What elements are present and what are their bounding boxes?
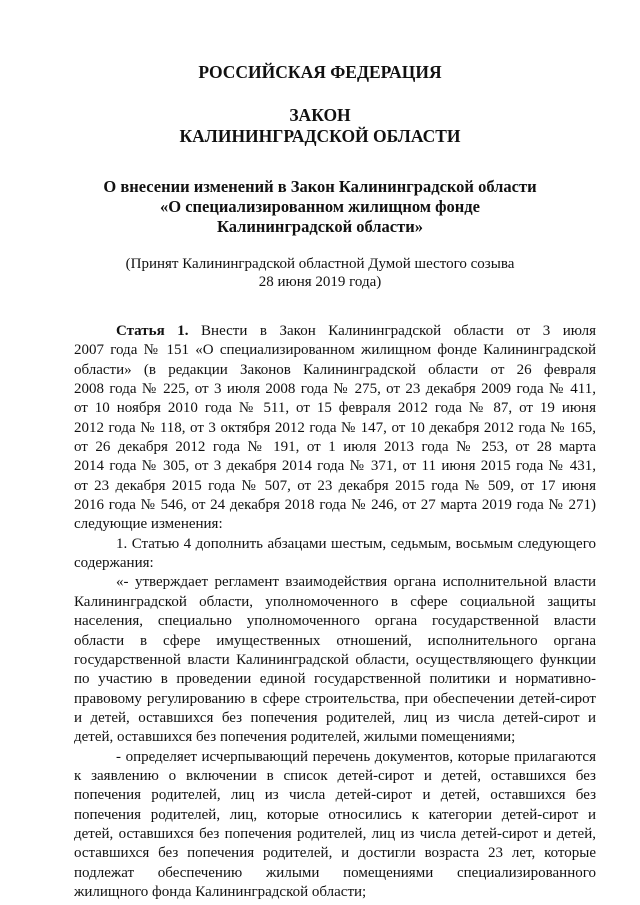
article-line: следующие изменения: <box>74 516 223 533</box>
subject-line-3: Калининградской области» <box>217 217 423 236</box>
paragraph-a-line: Калининградской области, уполномоченного в сфере социальной защиты <box>74 593 596 610</box>
law-body <box>74 322 596 902</box>
paragraph-a-line: правовому регулированию в сфере строительства, при обеспечении детей-сирот <box>74 690 596 707</box>
paragraph-b-line: жилищного фонда Калининградской области; <box>74 883 367 900</box>
item-1-line: содержания: <box>74 555 154 572</box>
paragraph-b-line: - определяет исчерпывающий перечень документов, которые прилагаются <box>116 748 596 765</box>
paragraph-b-line: подлежат обеспечению жилыми помещениями специализированного <box>74 864 596 881</box>
paragraph-b-line: оставшихся без попечения родителей, и достигли возраста 23 лет, которые <box>74 845 596 862</box>
paragraph-b-line: детей, оставшихся без попечения родителей, лиц из числа детей-сирот и детей, <box>74 825 596 842</box>
law-title-line-1: ЗАКОН <box>289 105 351 125</box>
paragraph-a-line: государственной власти Калининградской области, осуществляющего функции <box>74 651 596 668</box>
adoption-note <box>0 255 640 291</box>
adoption-line-1: (Принят Калининградской областной Думой шестого созыва <box>125 256 515 272</box>
article-line: от 23 декабря 2015 года № 507, от 23 декабря 2015 года № 509, от 17 июня <box>74 477 596 494</box>
country-heading: РОССИЙСКАЯ ФЕДЕРАЦИЯ <box>198 62 442 82</box>
article-line: области» (в редакции Законов Калининградской области от 26 февраля <box>74 361 596 378</box>
paragraph-b-line: попечения родителей, лиц из числа детей-сирот и детей, оставшихся без <box>74 787 596 804</box>
article-label: Статья 1. <box>116 323 189 339</box>
paragraph-a-line: населения, специально уполномоченного органа государственной власти <box>74 613 596 630</box>
adoption-line-2: 28 июня 2019 года) <box>258 274 382 290</box>
paragraph-a-line: «- утверждает регламент взаимодействия органа исполнительной власти <box>116 574 596 591</box>
subject-line-1: О внесении изменений в Закон Калининградской области <box>103 177 537 196</box>
article-first-line <box>74 322 596 341</box>
article-line: Внести в Закон Калининградской области от 3 июля <box>188 323 596 339</box>
article-line: 2016 года № 546, от 24 декабря 2018 года № 246, от 27 марта 2019 года № 271) <box>74 497 596 514</box>
article-line: 2012 года № 118, от 3 октября 2012 года № 147, от 10 декабря 2012 года № 165, <box>74 419 596 436</box>
paragraph-a-line: детей, оставшихся без попечения родителей, жилыми помещениями; <box>74 729 516 746</box>
law-subject <box>0 177 640 237</box>
paragraph-b-line: попечения родителей, лиц, которые относились к категории детей-сирот и <box>74 806 596 823</box>
paragraph-a-line: и детей, оставшихся без попечения родителей, лиц из числа детей-сирот и <box>74 709 596 726</box>
paragraph-b-line: к заявлению о включении в список детей-сирот и детей, оставшихся без <box>74 767 596 784</box>
article-line: от 26 декабря 2012 года № 191, от 1 июля 2013 года № 253, от 28 марта <box>74 439 596 456</box>
article-line: 2008 года № 225, от 3 июля 2008 года № 275, от 23 декабря 2009 года № 411, <box>74 381 596 398</box>
paragraph-a-line: по участию в проведении единой государственной политики и нормативно- <box>74 671 596 688</box>
item-1-line: 1. Статью 4 дополнить абзацами шестым, седьмым, восьмым следующего <box>116 535 596 552</box>
law-title-line-2: КАЛИНИНГРАДСКОЙ ОБЛАСТИ <box>179 126 461 146</box>
article-line: от 10 ноября 2010 года № 511, от 15 февраля 2012 года № 87, от 19 июня <box>74 400 596 417</box>
article-line: 2007 года № 151 «О специализированном жилищном фонде Калининградской <box>74 342 596 359</box>
subject-line-2: «О специализированном жилищном фонде <box>160 197 480 216</box>
paragraph-a-line: области в сфере имущественных отношений, исполнительного органа <box>74 632 596 649</box>
law-title <box>0 105 640 147</box>
article-line: 2014 года № 305, от 3 декабря 2014 года № 371, от 11 июня 2015 года № 431, <box>74 458 596 475</box>
